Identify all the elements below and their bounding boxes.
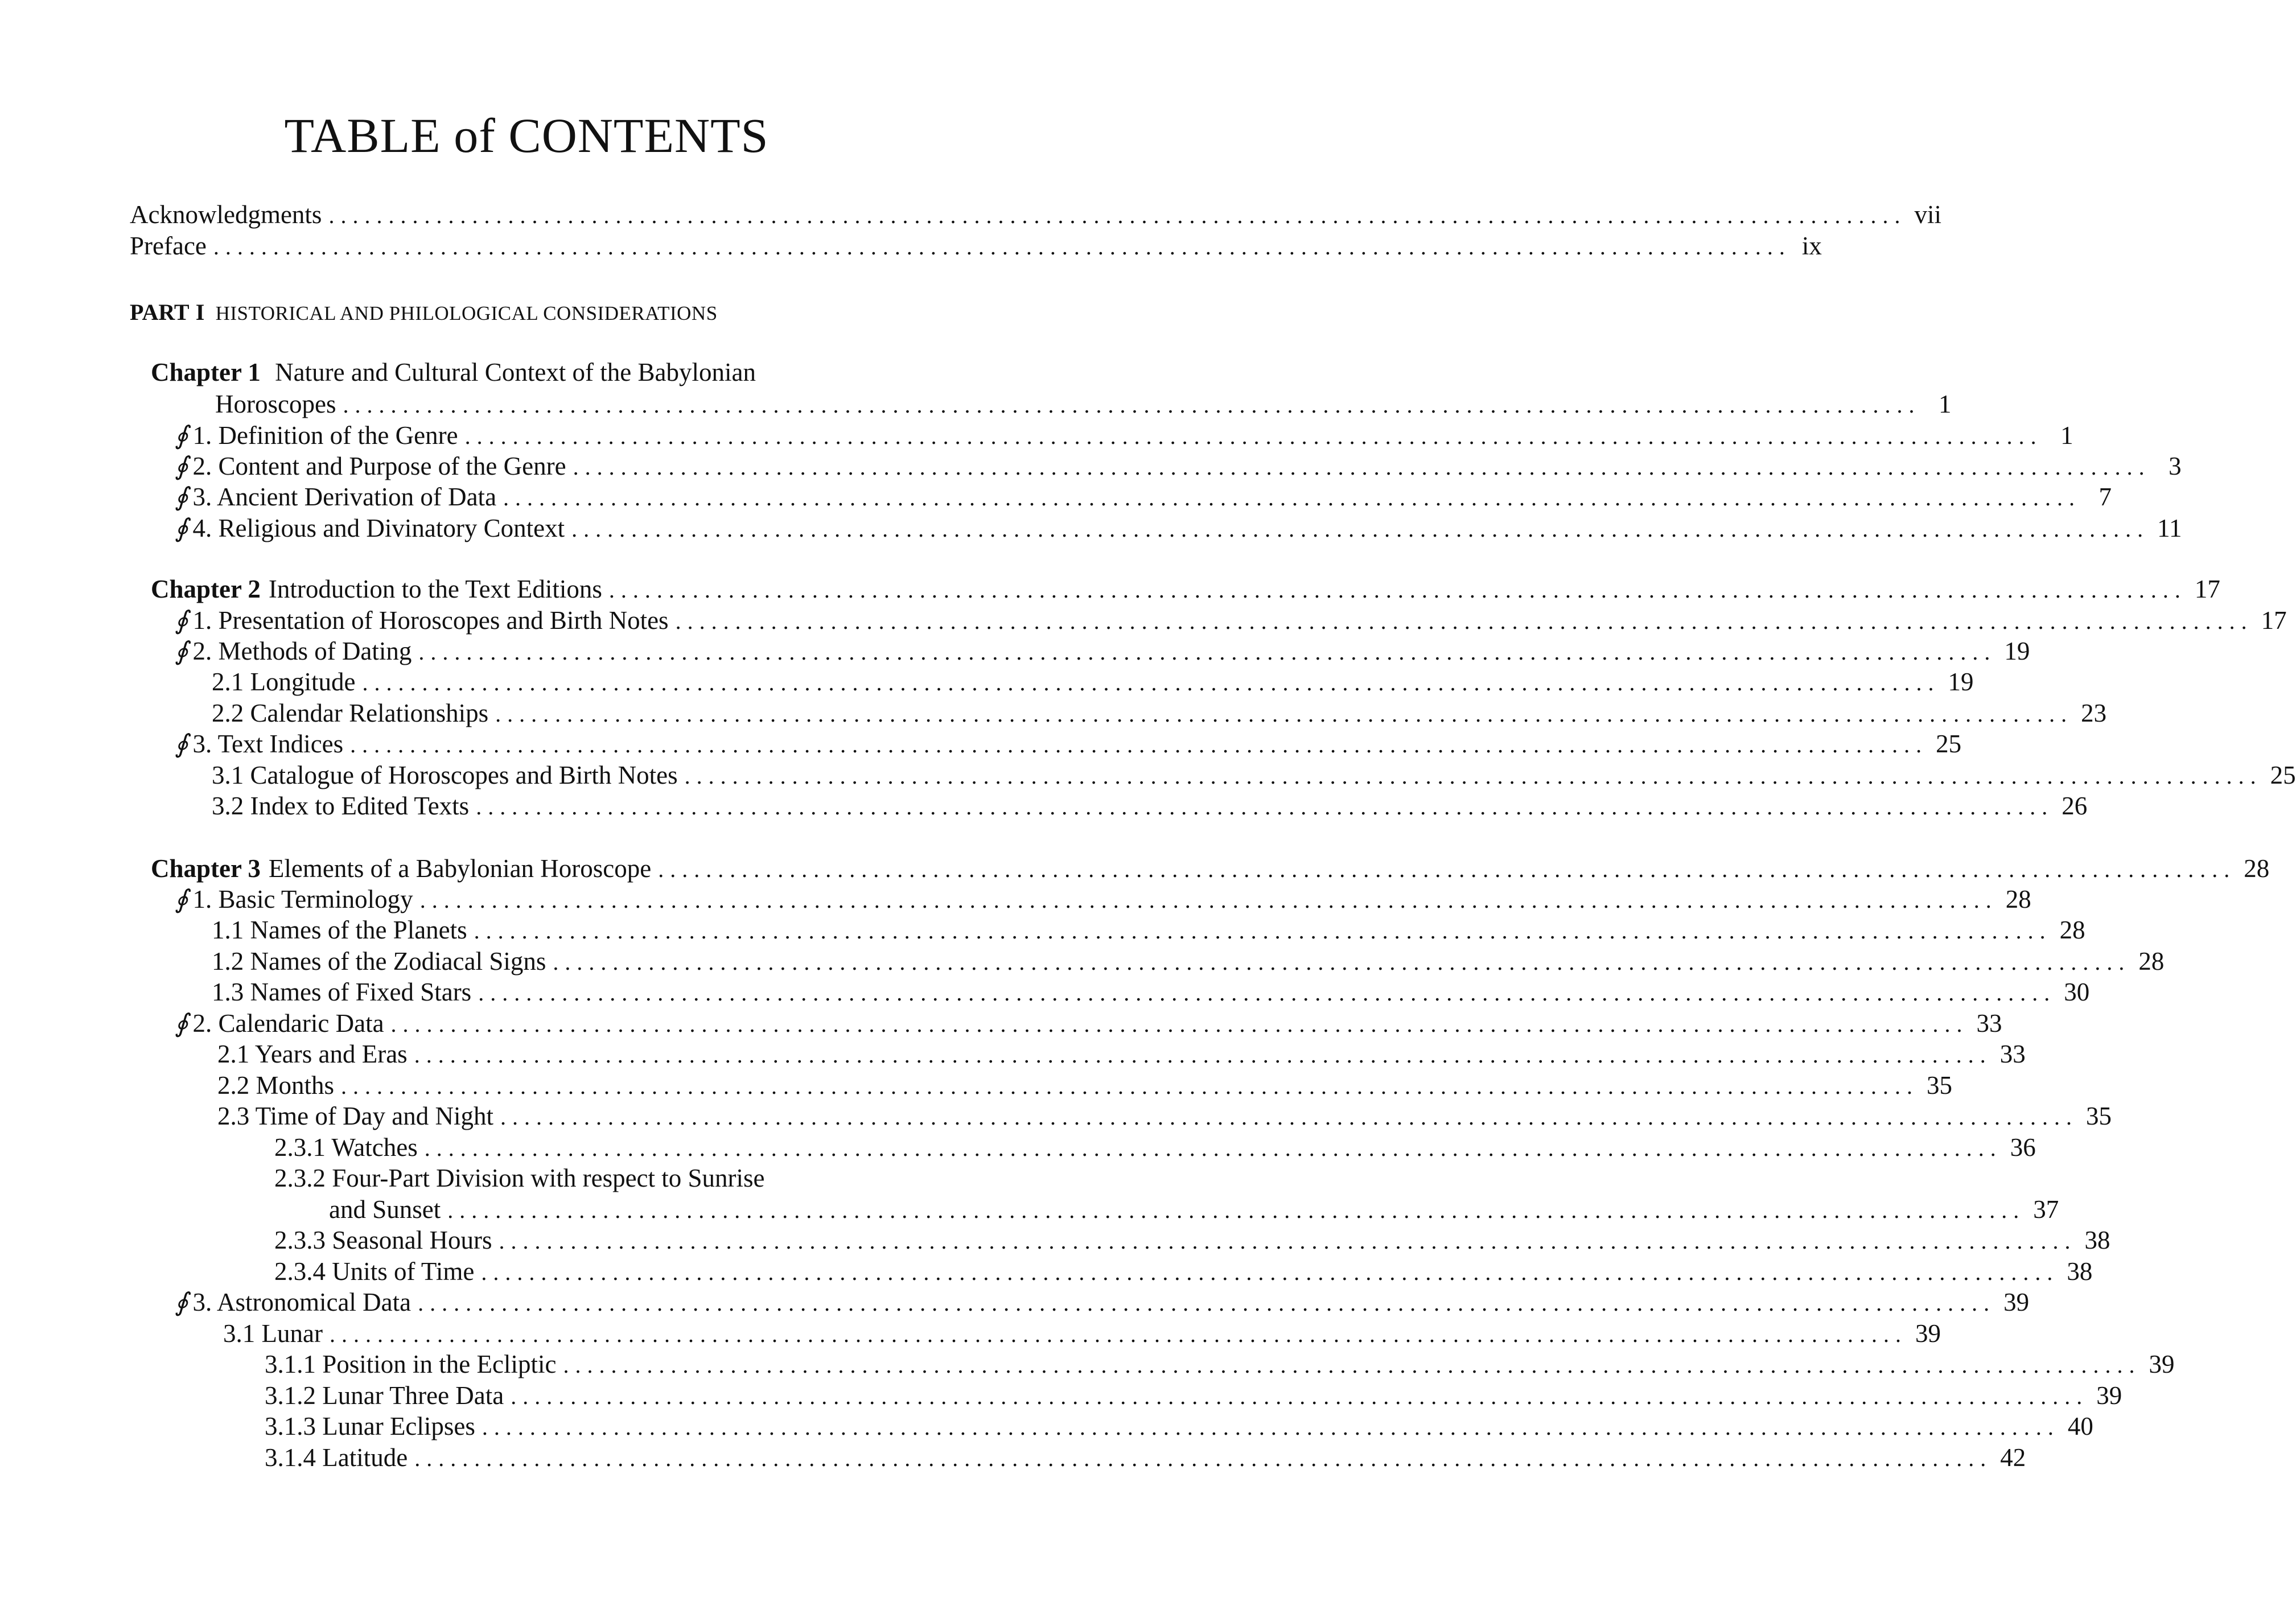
dot-leader: .................................................................................................................................... bbox=[341, 1073, 1919, 1099]
toc-entry-label: 2. Content and Purpose of the Genre bbox=[192, 452, 566, 480]
toc-entry-page: 39 bbox=[2096, 1381, 2122, 1410]
toc-entry bbox=[265, 1412, 2093, 1444]
section-symbol-icon: ∮ bbox=[175, 514, 188, 542]
toc-entry-page: 35 bbox=[1927, 1071, 1953, 1100]
toc-entry-label: Acknowledgments bbox=[130, 200, 322, 229]
dot-leader: .................................................................................................................................... bbox=[390, 1011, 1969, 1037]
section-symbol-icon: ∮ bbox=[175, 606, 188, 635]
section-symbol-icon: ∮ bbox=[175, 730, 188, 758]
part-title: HISTORICAL AND PHILOLOGICAL CONSIDERATIONS bbox=[215, 302, 718, 324]
toc-entry bbox=[212, 668, 1974, 700]
toc-entry-page: 28 bbox=[2059, 916, 2085, 944]
toc-entry-label: 1.1 Names of the Planets bbox=[212, 916, 467, 944]
toc-entry bbox=[175, 421, 2073, 454]
chapter-2-word: Chapter 2 bbox=[151, 575, 261, 603]
toc-entry-page: 40 bbox=[2067, 1412, 2093, 1440]
dot-leader: .................................................................................................................................... bbox=[573, 454, 2151, 480]
section-symbol-icon: ∮ bbox=[175, 1288, 188, 1316]
toc-entry bbox=[175, 1009, 2002, 1041]
dot-leader: .................................................................................................................................... bbox=[362, 670, 1940, 695]
dot-leader: .................................................................................................................................... bbox=[658, 857, 2236, 882]
section-symbol-icon: ∮ bbox=[175, 637, 188, 665]
toc-entry bbox=[212, 761, 2296, 793]
dot-leader: .................................................................................................................................... bbox=[563, 1352, 2141, 1378]
dot-leader: .................................................................................................................................... bbox=[503, 485, 2081, 511]
dot-leader: .................................................................................................................................... bbox=[684, 763, 2262, 789]
section-symbol-icon: ∮ bbox=[175, 483, 188, 511]
toc-entry bbox=[217, 1071, 1953, 1104]
chapter-2-heading bbox=[151, 575, 2220, 607]
toc-entry-label: 1. Definition of the Genre bbox=[192, 421, 458, 450]
dot-leader: .................................................................................................................................... bbox=[343, 392, 1921, 418]
dot-leader: .................................................................................................................................... bbox=[350, 732, 1928, 758]
toc-entry bbox=[212, 978, 2090, 1010]
toc-entry-page: 1 bbox=[2060, 421, 2073, 450]
dot-leader: .................................................................................................................................... bbox=[553, 949, 2131, 975]
part-prefix: PART bbox=[130, 299, 190, 325]
toc-entry-label: 3.2 Index to Edited Texts bbox=[212, 792, 470, 820]
toc-entry-page: 11 bbox=[2157, 514, 2182, 542]
toc-entry-page: 38 bbox=[2067, 1257, 2093, 1286]
dot-leader: .................................................................................................................................... bbox=[474, 918, 2052, 944]
toc-entry-page: 1 bbox=[1938, 390, 1952, 418]
chapter-1-title-cont bbox=[215, 390, 1952, 422]
toc-entry-label: 1. Basic Terminology bbox=[192, 885, 413, 913]
toc-entry-page: 7 bbox=[2099, 483, 2112, 511]
section-symbol-icon: ∮ bbox=[175, 452, 188, 480]
toc-entry-label: 2.2 Months bbox=[217, 1071, 335, 1100]
dot-leader: .................................................................................................................................... bbox=[511, 1384, 2089, 1409]
dot-leader: .................................................................................................................................... bbox=[447, 1197, 2026, 1223]
dot-leader: .................................................................................................................................... bbox=[675, 608, 2253, 634]
toc-entry-label: 2.3.1 Watches bbox=[274, 1133, 418, 1162]
dot-leader: .................................................................................................................................... bbox=[418, 1290, 1996, 1316]
toc-entry bbox=[175, 637, 2030, 669]
toc-entry-page: 39 bbox=[2149, 1350, 2175, 1378]
toc-entry-page: 28 bbox=[2005, 885, 2031, 913]
dot-leader: .................................................................................................................................... bbox=[419, 887, 1998, 913]
toc-entry-label: 3.1.2 Lunar Three Data bbox=[265, 1381, 504, 1410]
part-numeral: I bbox=[195, 299, 205, 325]
toc-entry-page: 28 bbox=[2138, 947, 2165, 975]
toc-entry-label: 2.1 Longitude bbox=[212, 668, 356, 696]
toc-entry bbox=[265, 1443, 2026, 1476]
toc-entry bbox=[175, 885, 2031, 917]
toc-entry bbox=[274, 1226, 2110, 1258]
toc-entry-label: 3.1.1 Position in the Ecliptic bbox=[265, 1350, 557, 1378]
toc-entry-page: 19 bbox=[1948, 668, 1974, 696]
toc-entry-page: 25 bbox=[1936, 730, 1962, 758]
toc-entry-page: 30 bbox=[2064, 978, 2090, 1006]
toc-entry-page: 42 bbox=[2000, 1443, 2026, 1472]
toc-entry-page: 17 bbox=[2261, 606, 2287, 635]
toc-entry-label: Preface bbox=[130, 232, 207, 260]
toc-entry-label: 2.2 Calendar Relationships bbox=[212, 699, 489, 727]
toc-entry-label: 1.3 Names of Fixed Stars bbox=[212, 978, 472, 1006]
toc-entry bbox=[265, 1381, 2122, 1414]
dot-leader: .................................................................................................................................... bbox=[213, 234, 1791, 260]
chapter-3-heading bbox=[151, 854, 2270, 887]
toc-entry-label: 3.1.4 Latitude bbox=[265, 1443, 408, 1472]
toc-entry-label: 3. Text Indices bbox=[192, 730, 344, 758]
chapter-2-title: Introduction to the Text Editions bbox=[268, 575, 602, 603]
chapter-3-title: Elements of a Babylonian Horoscope bbox=[268, 854, 652, 883]
toc-entry-label: 1.2 Names of the Zodiacal Signs bbox=[212, 947, 546, 975]
toc-entry-page: 33 bbox=[1976, 1009, 2002, 1038]
toc-entry bbox=[274, 1257, 2093, 1290]
toc-entry-label: and Sunset bbox=[329, 1195, 441, 1224]
toc-entry-label: Horoscopes bbox=[215, 390, 336, 418]
toc-entry bbox=[212, 947, 2165, 979]
toc-entry-label: 2. Calendaric Data bbox=[192, 1009, 384, 1038]
toc-entry bbox=[212, 792, 2088, 824]
section-symbol-icon: ∮ bbox=[175, 421, 188, 450]
dot-leader: .................................................................................................................................... bbox=[500, 1104, 2079, 1130]
chapter-1-word: Chapter 1 bbox=[151, 358, 261, 386]
toc-entry-page: 25 bbox=[2270, 761, 2296, 789]
toc-entry bbox=[274, 1133, 2036, 1166]
toc-entry-preface bbox=[130, 232, 1822, 264]
toc-entry bbox=[265, 1350, 2175, 1382]
toc-entry-label: 3.1 Lunar bbox=[223, 1319, 323, 1348]
toc-entry-page: 37 bbox=[2033, 1195, 2059, 1224]
dot-leader: .................................................................................................................................... bbox=[478, 980, 2056, 1006]
toc-entry-label: 3.1.3 Lunar Eclipses bbox=[265, 1412, 475, 1440]
toc-entry-label: 2.3.4 Units of Time bbox=[274, 1257, 475, 1286]
toc-entry bbox=[217, 1040, 2026, 1072]
dot-leader: .................................................................................................................................... bbox=[328, 203, 1907, 228]
toc-entry bbox=[175, 606, 2287, 639]
toc-entry-label: 2. Methods of Dating bbox=[192, 637, 412, 665]
dot-leader: .................................................................................................................................... bbox=[424, 1135, 2002, 1161]
dot-leader: .................................................................................................................................... bbox=[571, 516, 2150, 542]
toc-entry-page: 35 bbox=[2086, 1102, 2112, 1130]
toc-entry-page: 28 bbox=[2244, 854, 2270, 883]
toc-entry bbox=[217, 1102, 2112, 1134]
dot-leader: .................................................................................................................................... bbox=[476, 794, 2054, 820]
dot-leader: .................................................................................................................................... bbox=[418, 639, 1997, 665]
toc-entry-acknowledgments bbox=[130, 200, 1941, 233]
toc-entry-label: 2.1 Years and Eras bbox=[217, 1040, 408, 1068]
toc-entry-label: 3.1 Catalogue of Horoscopes and Birth Notes bbox=[212, 761, 678, 789]
toc-entry bbox=[329, 1195, 2059, 1228]
toc-entry-page: 38 bbox=[2084, 1226, 2110, 1254]
toc-entry bbox=[175, 452, 2182, 484]
toc-entry-label: 2.3.3 Seasonal Hours bbox=[274, 1226, 492, 1254]
toc-entry bbox=[212, 699, 2107, 731]
toc-entry-page: 39 bbox=[2003, 1288, 2030, 1316]
dot-leader: .................................................................................................................................... bbox=[414, 1042, 1992, 1068]
toc-entry-page: 23 bbox=[2081, 699, 2107, 727]
dot-leader: .................................................................................................................................... bbox=[482, 1414, 2060, 1440]
toc-entry bbox=[212, 916, 2085, 948]
toc-entry-page: vii bbox=[1914, 200, 1941, 229]
toc-entry-label: 2.3.2 Four-Part Division with respect to Sunrise bbox=[274, 1164, 765, 1192]
toc-entry bbox=[175, 730, 1962, 762]
toc-entry-label: 3. Ancient Derivation of Data bbox=[192, 483, 497, 511]
toc-entry-label: 3. Astronomical Data bbox=[192, 1288, 412, 1316]
toc-entry bbox=[175, 1288, 2030, 1320]
dot-leader: .................................................................................................................................... bbox=[499, 1228, 2077, 1254]
toc-entry bbox=[223, 1319, 1941, 1352]
dot-leader: .................................................................................................................................... bbox=[481, 1259, 2059, 1285]
dot-leader: .................................................................................................................................... bbox=[329, 1322, 1907, 1347]
toc-entry-page: 26 bbox=[2062, 792, 2088, 820]
toc-entry bbox=[175, 483, 2112, 515]
toc-entry-label: 1. Presentation of Horoscopes and Birth Notes bbox=[192, 606, 669, 635]
section-symbol-icon: ∮ bbox=[175, 885, 188, 913]
toc-entry-page: 17 bbox=[2194, 575, 2220, 603]
toc-entry bbox=[175, 514, 2182, 546]
dot-leader: .................................................................................................................................... bbox=[608, 577, 2187, 603]
part-heading bbox=[130, 299, 718, 324]
chapter-3-word: Chapter 3 bbox=[151, 854, 261, 883]
toc-entry-page: 33 bbox=[1999, 1040, 2026, 1068]
toc-entry-page: 39 bbox=[1915, 1319, 1941, 1348]
toc-entry-page: ix bbox=[1801, 232, 1822, 260]
toc-entry bbox=[274, 1166, 765, 1191]
chapter-1-title: Nature and Cultural Context of the Babylonian bbox=[275, 358, 756, 386]
toc-entry-page: 36 bbox=[2010, 1133, 2036, 1162]
dot-leader: .................................................................................................................................... bbox=[414, 1446, 1993, 1471]
dot-leader: .................................................................................................................................... bbox=[495, 701, 2073, 727]
page-title: TABLE of CONTENTS bbox=[284, 108, 769, 163]
chapter-1-heading bbox=[151, 360, 756, 385]
section-symbol-icon: ∮ bbox=[175, 1009, 188, 1038]
toc-entry-page: 3 bbox=[2169, 452, 2182, 480]
toc-entry-page: 19 bbox=[2004, 637, 2030, 665]
dot-leader: .................................................................................................................................... bbox=[464, 423, 2043, 449]
toc-entry-label: 2.3 Time of Day and Night bbox=[217, 1102, 494, 1130]
toc-entry-label: 4. Religious and Divinatory Context bbox=[192, 514, 565, 542]
